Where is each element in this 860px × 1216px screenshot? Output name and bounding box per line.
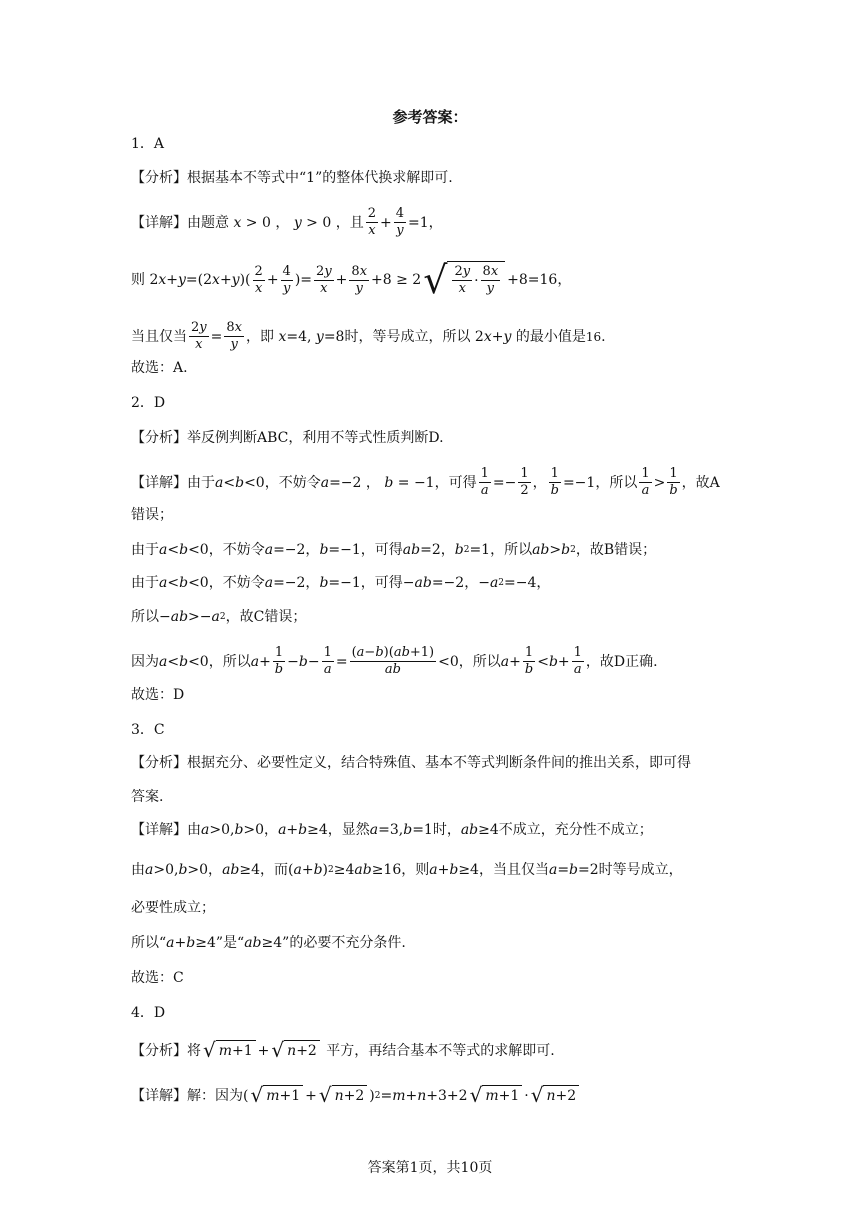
q3-analysis-line2: 答案. <box>131 789 164 805</box>
q3-answer: 3．C <box>131 722 165 738</box>
q1-detail-line3: 当且仅当 $\frac{2y}{x}$ = $\frac{8x}{y}$ ，即 x =4, y =8 时，等号成立，所以 2 x + y 的最小值是 16 . <box>131 320 606 352</box>
q1-detail-line2: 则 2 x + y =(2 x + y )( $\frac{2}{x}$ + $\frac{4}{y}$ )= $\frac{2y}{x}$ + $\frac{8x}{y}$ +8 ≥ 2 √ $\frac{2y}{x}$ · $\frac{8x}{y}$ +8=16， <box>131 258 572 302</box>
q3-is-label: ”是“ <box>215 935 245 951</box>
q2-detail-line3: 由于 a < b <0，不妨令 a =−2， b =−1，可得 ab =2， b 2 =1，所以 ab > b 2 ，故B错误； <box>131 542 657 558</box>
q2-since-label: 由于 <box>131 542 159 558</box>
q2-answer: 2．D <box>131 395 166 411</box>
q2-conclusion: 故选：D <box>131 687 185 703</box>
q3-detail-label: 【详解】由 <box>131 822 201 838</box>
q2-c-wrong: ，故C错误； <box>225 609 307 625</box>
q2-b-wrong: ，故B错误； <box>575 542 657 558</box>
page-footer: 答案第1页，共10页 <box>367 1160 493 1176</box>
q3-conclusion: 故选：C <box>131 970 184 986</box>
q1-minimum-text: 的最小值是 <box>515 328 586 345</box>
q2-so-label: 所以 <box>131 609 159 625</box>
q2-detail-line5: 所以 − ab >− a 2 ，故C错误； <box>131 609 307 625</box>
q1-analysis: 【分析】根据基本不等式中“1”的整体代换求解即可. <box>131 170 453 186</box>
q4-detail-line1: 【详解】解：因为 ( √ m +1 + √ n +2 ) 2 = m + n +3+2 √ m +1 · √ n +2 <box>131 1085 760 1106</box>
q2-detail-line1: 【详解】由于 a < b <0，不妨令 a =−2 ， b = −1，可得 $\frac{1}{a}$ =− $\frac{1}{2}$ ， $\frac{1}{b}$ =−1，所以 $\frac{1}{a}$ > $\frac{1}{b}$ ，故A <box>131 466 720 498</box>
q3-equality-text: 时等号成立， <box>598 862 683 878</box>
q2-detail-line4: 由于 a < b <0，不妨令 a =−2， b =−1，可得− ab =−2，− a 2 =−4， <box>131 575 551 591</box>
q2-detail-label: 【详解】由于 <box>131 474 215 491</box>
q1-minimum-value: 16 <box>585 329 602 344</box>
q3-not-sufficient: 不成立，充分性不成立； <box>498 822 653 838</box>
q2-since-label-2: 由于 <box>131 575 159 591</box>
q1-then-label: 则 <box>131 272 145 288</box>
q1-ie-label: ，即 <box>246 328 274 345</box>
q2-d-correct: ，故D正确. <box>585 653 658 670</box>
q1-equality-text: 时，等号成立，所以 <box>344 328 471 345</box>
q4-detail-label: 【详解】解：因为 <box>131 1087 243 1104</box>
page-title: 参考答案： <box>392 108 468 126</box>
q4-analysis-label: 【分析】将 <box>131 1042 201 1059</box>
q3-detail-line2: 由 a >0, b >0， ab ≥4，而( a + b ) 2 ≥4 ab ≥16，则 a + b ≥4，当且仅当 a = b =2 时等号成立， <box>131 862 683 878</box>
q2-because-label: 因为 <box>131 653 159 670</box>
q1-answer: 1．A <box>131 136 165 152</box>
q1-detail-line1: 【详解】由题意 x > 0 ， y > 0 ，且 $\frac{2}{x}$ + $\frac{4}{y}$ =1， <box>131 206 443 238</box>
q3-analysis-line1: 【分析】根据充分、必要性定义，结合特殊值、基本不等式判断条件间的推出关系，即可得 <box>131 755 691 771</box>
q3-necessary-text: ”的必要不充分条件. <box>282 935 406 951</box>
q3-detail-line3: 必要性成立； <box>131 900 215 916</box>
q2-detail-line6: 因为 a < b <0，所以 a + $\frac{1}{b}$ − b − $\frac{1}{a}$ = $\frac{(a-b)(ab+1)}{ab}$ <0，所以 a + $\frac{1}{b}$ < b + $\frac{1}{a}$ ，故D正确. <box>131 645 658 677</box>
q1-conclusion: 故选：A. <box>131 360 188 376</box>
q2-detail-wrap: 错误； <box>131 507 173 523</box>
q4-analysis-text: 平方，再结合基本不等式的求解即可. <box>326 1042 555 1059</box>
q3-detail-line4: 所以“ a + b ≥4 ”是“ ab ≥4 ”的必要不充分条件. <box>131 935 406 951</box>
q1-detail-label: 【详解】由题意 <box>131 214 229 231</box>
q2-analysis: 【分析】举反例判断ABC，利用不等式性质判断D. <box>131 430 444 446</box>
q1-iff-label: 当且仅当 <box>131 328 187 345</box>
q4-analysis: 【分析】将 √ m +1 + √ n +2 平方，再结合基本不等式的求解即可. <box>131 1038 555 1062</box>
q3-detail-line1: 【详解】由 a >0, b >0， a + b ≥4，显然 a =3, b =1时， ab ≥4 不成立，充分性不成立； <box>131 822 653 838</box>
q3-from-label: 由 <box>131 862 145 878</box>
q3-so-label: 所以“ <box>131 935 167 951</box>
q4-answer: 4．D <box>131 1005 166 1021</box>
